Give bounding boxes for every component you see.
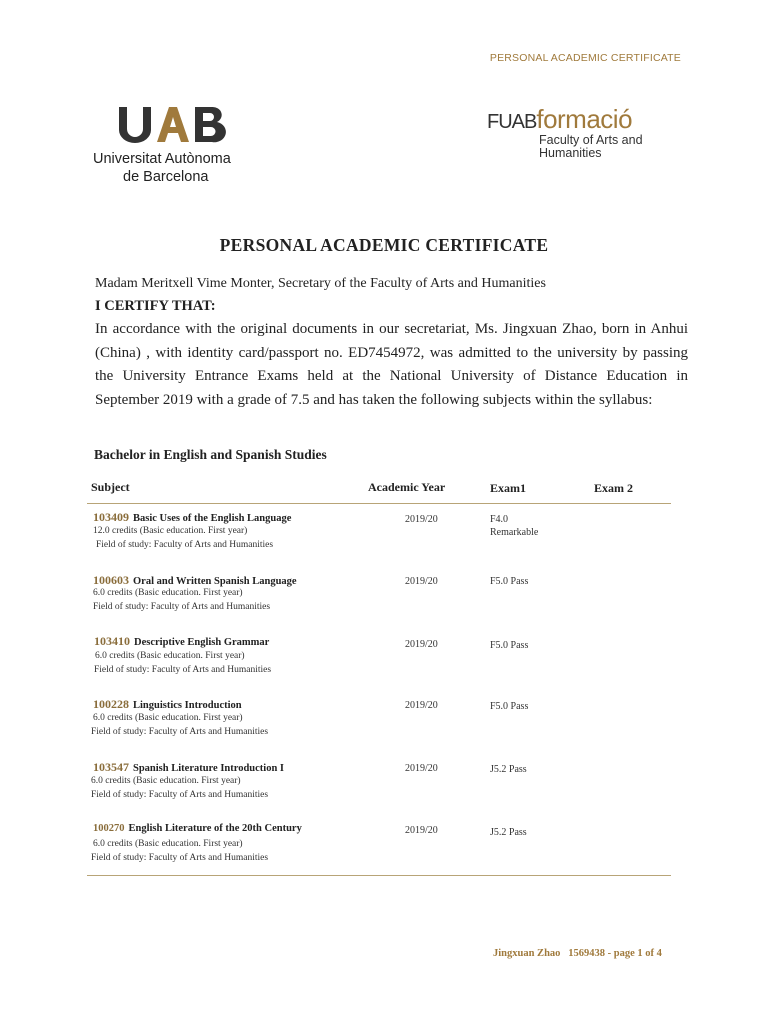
uab-logo xyxy=(93,105,253,190)
subject-exam1: F5.0 Pass xyxy=(490,576,529,587)
table-row xyxy=(0,697,768,757)
subject-year: 2019/20 xyxy=(405,514,438,525)
subject-code: 103409 xyxy=(93,510,129,524)
subject-title xyxy=(93,823,302,834)
subject-exam1: F5.0 Pass xyxy=(490,701,529,712)
header-label: PERSONAL ACADEMIC CERTIFICATE xyxy=(489,52,681,64)
uab-logo-mark xyxy=(117,105,229,143)
uab-name-line2: de Barcelona xyxy=(123,169,209,185)
subject-exam1: J5.2 Pass xyxy=(490,827,527,838)
subject-title xyxy=(93,760,284,775)
subject-exam1: F5.0 Pass xyxy=(490,640,529,651)
subject-code: 100270 xyxy=(93,823,125,834)
fuab-logo xyxy=(487,104,687,164)
footer-page: - page 1 of 4 xyxy=(607,948,662,959)
table-bottom-rule xyxy=(87,875,671,876)
subject-name: Basic Uses of the English Language xyxy=(133,513,292,524)
subject-code: 103547 xyxy=(93,760,129,774)
subject-code: 100603 xyxy=(93,573,129,587)
subject-credits: 6.0 credits (Basic education. First year) xyxy=(93,713,243,723)
table-top-rule xyxy=(87,503,671,504)
header-subject: Subject xyxy=(91,480,130,494)
subject-field: Field of study: Faculty of Arts and Humanities xyxy=(94,665,272,675)
header-academic-year: Academic Year xyxy=(368,480,446,494)
subject-name: Linguistics Introduction xyxy=(133,700,242,711)
document-title: PERSONAL ACADEMIC CERTIFICATE xyxy=(219,235,549,255)
header-exam1: Exam1 xyxy=(490,481,526,495)
subject-name: Descriptive English Grammar xyxy=(134,637,270,648)
subject-title xyxy=(93,573,297,588)
subject-credits: 6.0 credits (Basic education. First year) xyxy=(93,839,243,849)
subject-credits: 12.0 credits (Basic education. First year) xyxy=(93,526,248,536)
subject-year: 2019/20 xyxy=(405,576,438,587)
subject-field: Field of study: Faculty of Arts and Humanities xyxy=(91,790,269,800)
subject-code: 103410 xyxy=(94,634,130,648)
subject-credits: 6.0 credits (Basic education. First year) xyxy=(95,651,245,661)
subject-exam1: J5.2 Pass xyxy=(490,764,527,775)
table-row xyxy=(0,823,768,883)
table-row xyxy=(0,634,768,694)
footer-number: 1569438 xyxy=(568,948,606,959)
subject-credits: 6.0 credits (Basic education. First year) xyxy=(93,588,243,598)
subject-title xyxy=(94,634,269,649)
certificate-body: In accordance with the original documents in our secretariat, Ms. Jingxuan Zhao, born in Anhui (China) , with identity card/passport no. ED7454972, was admitted to the university by passing the University Entrance Exams held at the National University of Distance Education in September 2019 with a grade of 7.5 and has taken the following subjects within the syllabus: xyxy=(95,321,688,408)
exam1-qualification: Remarkable xyxy=(490,527,539,538)
subject-field: Field of study: Faculty of Arts and Humanities xyxy=(91,727,269,737)
fuab-logo-word: FUAB xyxy=(487,111,537,133)
subject-year: 2019/20 xyxy=(405,700,438,711)
subject-title xyxy=(93,697,242,712)
subject-year: 2019/20 xyxy=(405,825,438,836)
uab-name-line1: Universitat Autònoma xyxy=(93,151,231,167)
exam1-grade: F4.0 xyxy=(490,514,509,525)
subject-credits: 6.0 credits (Basic education. First year) xyxy=(91,776,241,786)
fuab-subtitle-line2: Humanities xyxy=(539,146,602,160)
subject-title xyxy=(93,510,291,525)
fuab-logo-formacio: formació xyxy=(536,104,633,134)
table-row xyxy=(0,573,768,633)
subject-field: Field of study: Faculty of Arts and Humanities xyxy=(96,540,274,550)
fuab-subtitle-line1: Faculty of Arts and xyxy=(539,133,643,147)
subject-field: Field of study: Faculty of Arts and Humanities xyxy=(91,853,269,863)
certify-heading: I CERTIFY THAT: xyxy=(95,298,216,314)
table-row xyxy=(0,510,768,570)
header-exam2: Exam 2 xyxy=(594,481,633,495)
program-title: Bachelor in English and Spanish Studies xyxy=(94,447,327,462)
subject-field: Field of study: Faculty of Arts and Humanities xyxy=(93,602,271,612)
subject-name: English Literature of the 20th Century xyxy=(128,823,302,834)
subject-name: Spanish Literature Introduction I xyxy=(133,763,285,774)
subject-year: 2019/20 xyxy=(405,763,438,774)
subject-code: 100228 xyxy=(93,697,129,711)
subject-exam1 xyxy=(490,513,538,539)
fuab-subtitle xyxy=(539,134,643,160)
subject-year: 2019/20 xyxy=(405,639,438,650)
subject-name: Oral and Written Spanish Language xyxy=(133,576,297,587)
footer-name: Jingxuan Zhao xyxy=(493,948,561,959)
page-footer xyxy=(493,948,662,959)
intro-line: Madam Meritxell Vime Monter, Secretary of the Faculty of Arts and Humanities xyxy=(95,276,546,291)
table-row xyxy=(0,760,768,820)
